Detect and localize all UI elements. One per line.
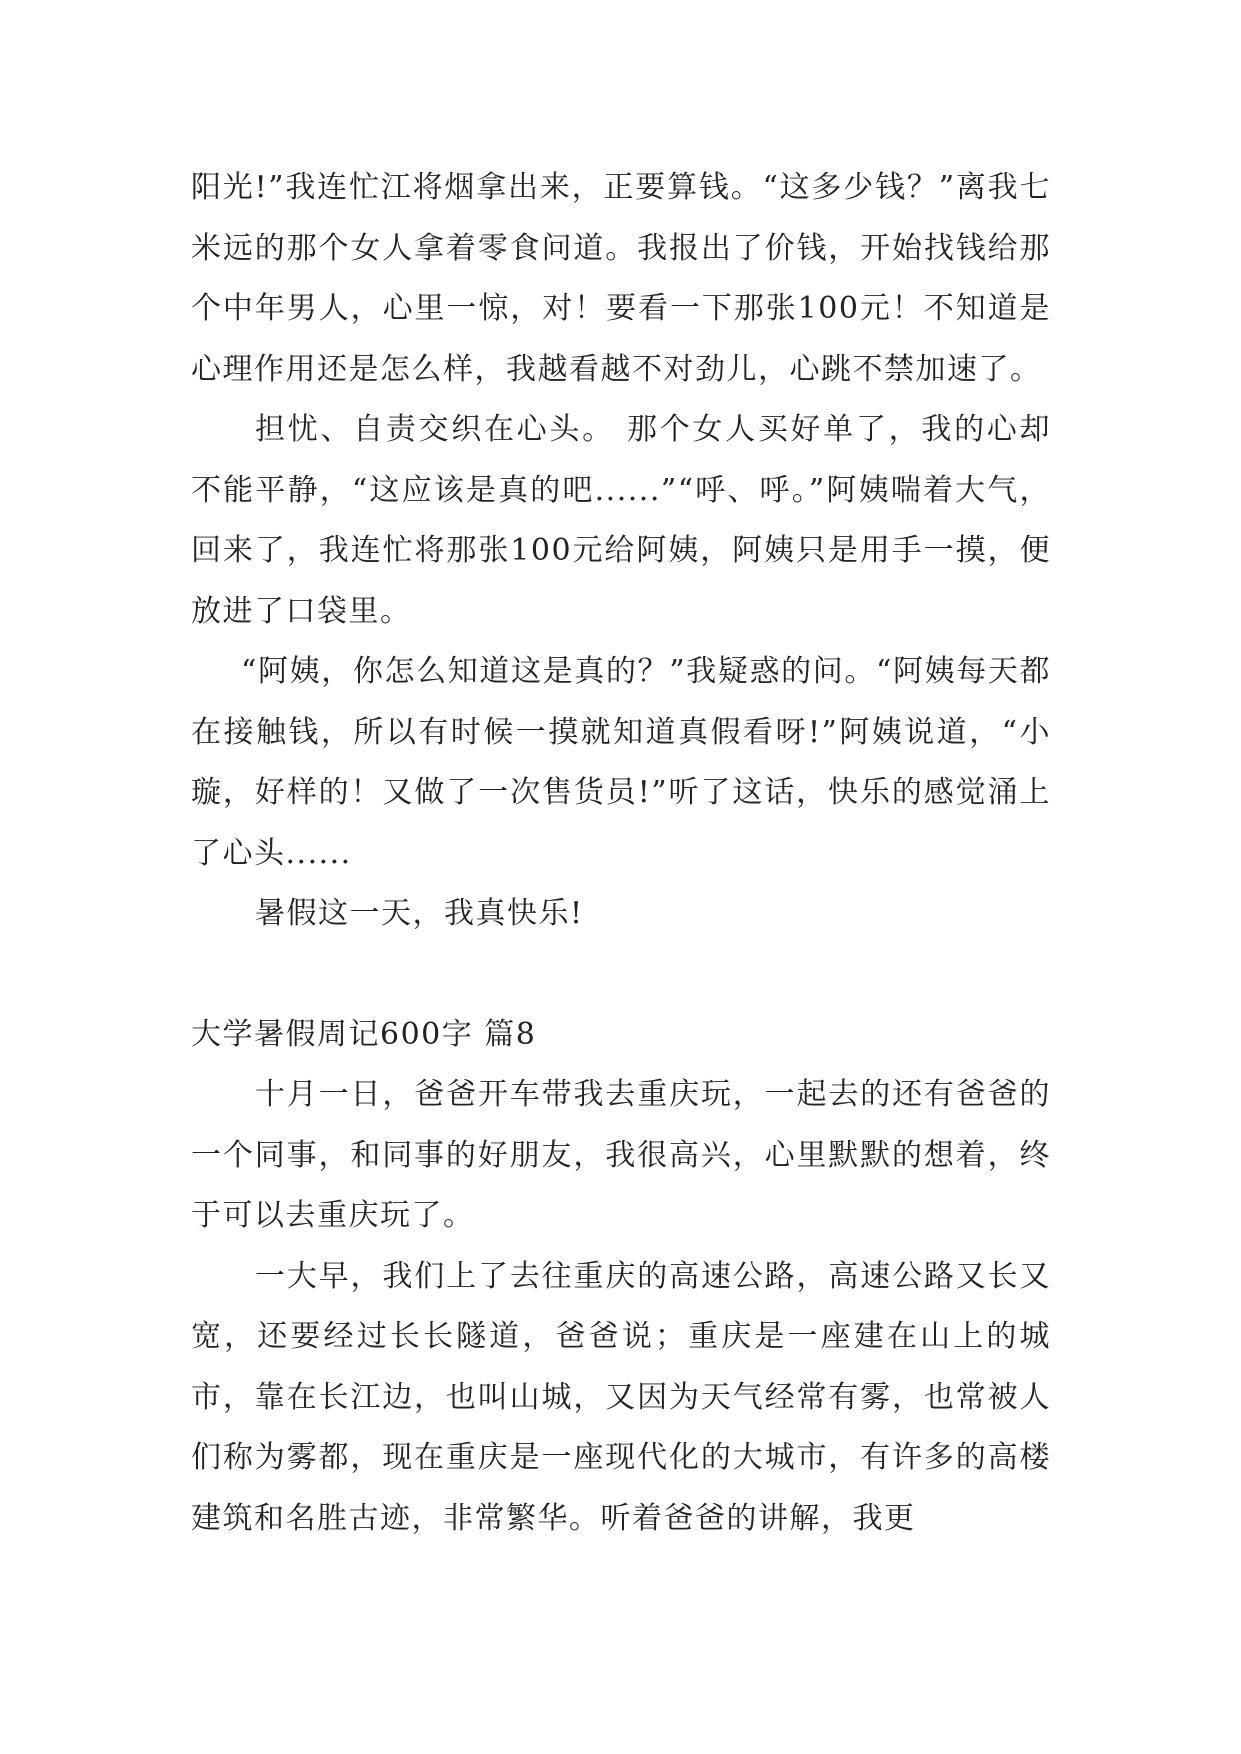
paragraph-dialogue: “阿姨，你怎么知道这是真的？”我疑惑的问。“阿姨每天都在接触钱，所以有时候一摸就知道真假看呀!”阿姨说道，“小璇，好样的！又做了一次售货员!”听了这话，快乐的感觉涌上了心头...... (191, 654, 1051, 871)
paragraph-continuation: 阳光!”我连忙江将烟拿出来，正要算钱。“这多少钱？”离我七米远的那个女人拿着零食问道。我报出了价钱，开始找钱给那个中年男人，心里一惊，对！要看一下那张100元！不知道是心理作用还是怎么样，我越看越不对劲儿，心跳不禁加速了。 (191, 170, 1051, 387)
section-spacer (191, 945, 1051, 1005)
paragraph-october-first: 十月一日，爸爸开车带我去重庆玩，一起去的还有爸爸的一个同事，和同事的好朋友，我很高兴，心里默默的想着，终于可以去重庆玩了。 (191, 1077, 1051, 1233)
paragraph-highway: 一大早，我们上了去往重庆的高速公路，高速公路又长又宽，还要经过长长隧道，爸爸说；重庆是一座建在山上的城市，靠在长江边，也叫山城，又因为天气经常有雾，也常被人们称为雾都，现在重庆是一座现代化的大城市，有许多的高楼建筑和名胜古迹，非常繁华。听着爸爸的讲解，我更 (191, 1258, 1051, 1536)
section-title: 大学暑假周记600字 篇8 (191, 1016, 537, 1052)
paragraph-worry: 担忧、自责交织在心头。 那个女人买好单了，我的心却不能平静，“这应该是真的吧......”“呼、呼。”阿姨喘着大气，回来了，我连忙将那张100元给阿姨，阿姨只是用手一摸，便放进了口袋里。 (191, 412, 1051, 629)
paragraph-conclusion: 暑假这一天，我真快乐! (255, 896, 584, 931)
document-body (191, 158, 1051, 1549)
